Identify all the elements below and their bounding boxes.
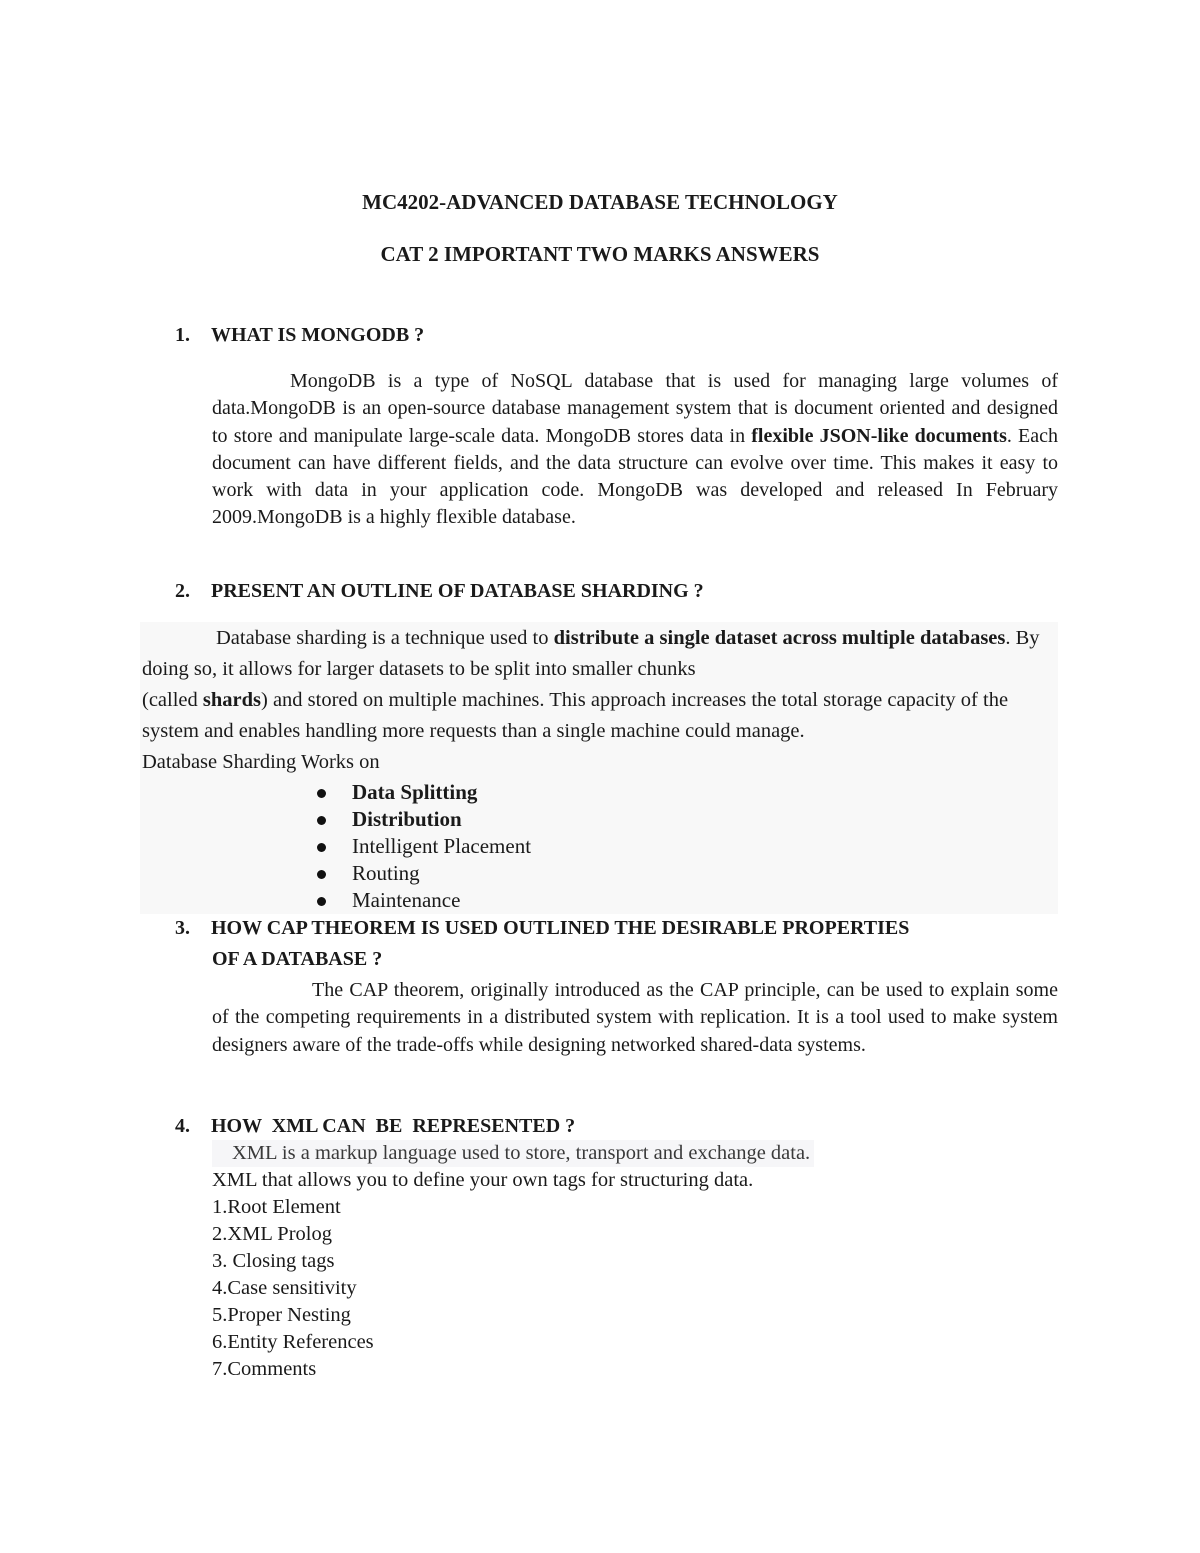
list-item: 4.Case sensitivity <box>212 1277 357 1299</box>
bullet-icon <box>317 843 326 852</box>
question-1-bold-text: flexible JSON-like documents <box>751 424 1007 447</box>
list-item: 1.Root Element <box>212 1196 341 1218</box>
list-item: 5.Proper Nesting <box>212 1304 351 1326</box>
question-4-title: HOW XML CAN BE REPRESENTED ? <box>211 1115 576 1137</box>
question-1-title: WHAT IS MONGODB ? <box>211 324 425 346</box>
question-4-answer <box>212 1140 1058 1383</box>
list-item: Routing <box>312 860 531 887</box>
bullet-icon <box>317 789 326 798</box>
list-item: 3. Closing tags <box>212 1250 335 1272</box>
question-3-heading <box>175 913 1065 975</box>
bullet-icon <box>317 897 326 906</box>
xml-description: XML that allows you to define your own tags for structuring data. <box>212 1169 754 1191</box>
sharding-bullet-list <box>312 779 531 914</box>
question-2-bold-2: shards <box>202 689 261 711</box>
question-3-title-line2: OF A DATABASE ? <box>212 948 383 970</box>
question-1-heading <box>175 320 1065 351</box>
question-1-text-a: MongoDB is a type of NoSQL database that is used for managing large volumes of data.MongoDB is an open-source database management system that is document oriented and designed to store and manipulate large-scale data. MongoDB stores data in <box>212 370 1058 447</box>
document-title: MC4202-ADVANCED DATABASE TECHNOLOGY <box>362 190 838 214</box>
question-2-text-a: Database sharding is a technique used to <box>216 627 554 649</box>
question-2-heading <box>175 576 1065 607</box>
bullet-icon <box>317 816 326 825</box>
question-3-number: 3. <box>175 917 190 939</box>
question-3-answer <box>212 977 1058 1059</box>
question-1-number: 1. <box>175 324 190 346</box>
question-2-bold-1: distribute a single dataset across multiple databases <box>553 627 1006 649</box>
question-1-answer <box>212 368 1058 532</box>
list-item: Maintenance <box>312 887 531 914</box>
xml-intro-text: XML is a markup language used to store, transport and exchange data. <box>212 1140 814 1167</box>
question-2-text-b: . By doing so, it allows for larger datasets to be split into smaller chunks <box>142 627 1040 680</box>
question-4-heading <box>175 1111 1065 1142</box>
list-item: Data Splitting <box>312 779 531 806</box>
list-item: Intelligent Placement <box>312 833 531 860</box>
list-item: Distribution <box>312 806 531 833</box>
question-2-title: PRESENT AN OUTLINE OF DATABASE SHARDING ? <box>211 580 704 602</box>
document-subtitle: CAT 2 IMPORTANT TWO MARKS ANSWERS <box>380 242 820 266</box>
question-1-text-b: . Each document can have different fields, and the data structure can evolve over time. This makes it easy to work with data in your application code. MongoDB was developed and released In February 2009.MongoDB is a highly flexible database. <box>212 424 1058 529</box>
list-item: 2.XML Prolog <box>212 1223 332 1245</box>
question-2-answer <box>142 623 1042 778</box>
question-2-text-c: (called <box>142 689 203 711</box>
bullet-icon <box>317 870 326 879</box>
question-4-number: 4. <box>175 1115 190 1137</box>
question-2-text-d: ) and stored on multiple machines. This approach increases the total storage capacity of the system and enables handling more requests than a single machine could manage. <box>142 689 1009 742</box>
question-3-text: The CAP theorem, originally introduced as the CAP principle, can be used to explain some of the competing requirements in a distributed system with replication. It is a tool used to make system designers aware of the trade-offs while designing networked shared-data systems. <box>212 979 1058 1056</box>
list-item: 7.Comments <box>212 1358 317 1380</box>
list-item: 6.Entity References <box>212 1331 374 1353</box>
question-2-number: 2. <box>175 580 190 602</box>
question-2-text-e: Database Sharding Works on <box>142 751 380 773</box>
question-3-title-line1: HOW CAP THEOREM IS USED OUTLINED THE DESIRABLE PROPERTIES <box>211 917 910 939</box>
